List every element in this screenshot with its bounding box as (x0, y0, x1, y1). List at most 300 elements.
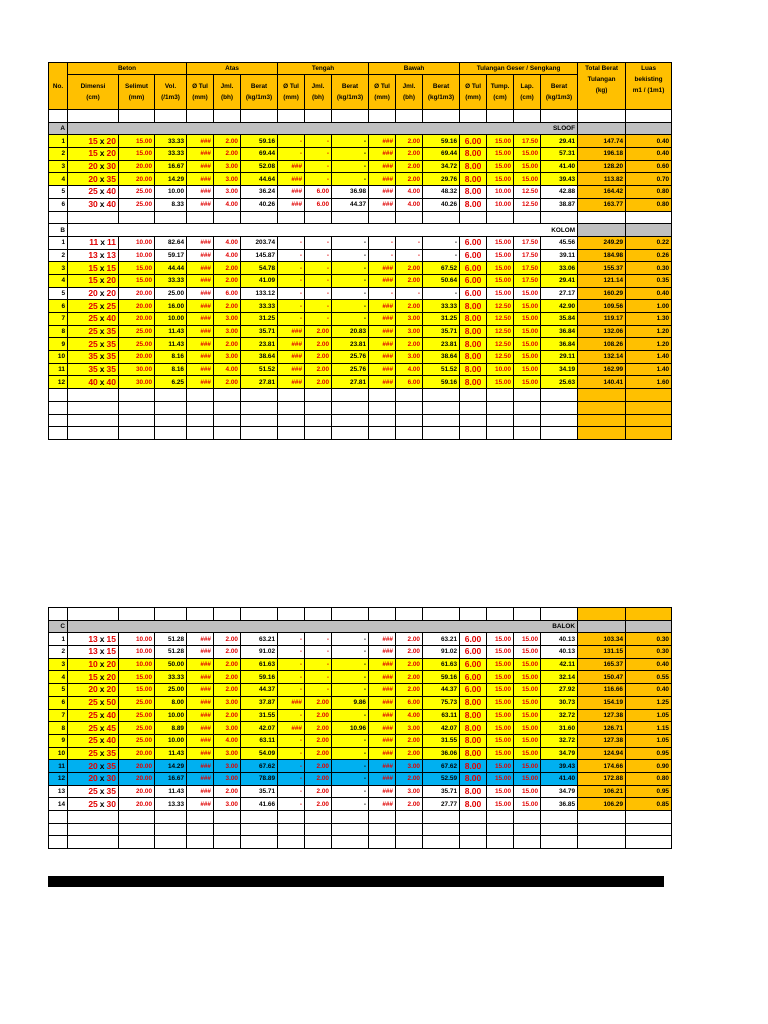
row-g-b: 40.13 (541, 646, 578, 659)
empty-cell (305, 427, 332, 440)
empty-cell (332, 608, 369, 621)
row-g-b: 42.11 (541, 658, 578, 671)
row-g-t: 12.50 (487, 351, 514, 364)
row-te-d: ### (278, 351, 305, 364)
row-bw-j: 2.00 (396, 148, 423, 161)
empty-cell (332, 836, 369, 849)
row-selimut: 20.00 (119, 313, 155, 326)
row-at-d: ### (187, 747, 214, 760)
dim-sep: x (99, 364, 105, 375)
row-g-b: 36.84 (541, 338, 578, 351)
row-dimensi (68, 785, 119, 798)
row-g-b: 29.41 (541, 274, 578, 287)
row-bw-j: 2.00 (396, 300, 423, 313)
table-row (49, 262, 672, 275)
row-g-b: 32.72 (541, 709, 578, 722)
empty-cell (278, 811, 305, 824)
row-dimensi (68, 772, 119, 785)
empty-cell (305, 608, 332, 621)
row-bw-j: 4.00 (396, 363, 423, 376)
row-no: 12 (49, 772, 68, 785)
dim-width: 35 (88, 364, 98, 375)
row-bw-d: ### (369, 658, 396, 671)
row-g-t: 15.00 (487, 173, 514, 186)
row-dimensi (68, 313, 119, 326)
empty-cell (423, 110, 460, 123)
row-te-d: - (278, 249, 305, 262)
row-g-t: 10.00 (487, 186, 514, 199)
row-dimensi (68, 671, 119, 684)
empty-cell (49, 811, 68, 824)
row-te-d: - (278, 747, 305, 760)
row-vol: 14.29 (155, 760, 187, 773)
row-at-b: 67.62 (241, 760, 278, 773)
row-g-d: 6.00 (460, 646, 487, 659)
header-col-berat (423, 75, 460, 110)
row-total-berat: 172.88 (578, 772, 626, 785)
empty-cell (278, 427, 305, 440)
row-te-j: - (305, 173, 332, 186)
dim-sep: x (99, 785, 105, 796)
row-g-d: 6.00 (460, 287, 487, 300)
row-bw-b: 59.16 (423, 671, 460, 684)
header-col-label: Dimensi (80, 83, 106, 90)
row-g-l: 15.00 (514, 148, 541, 161)
header-col-label: Jml. (402, 83, 416, 90)
row-g-t: 15.00 (487, 633, 514, 646)
header-col-label: Ø Tul (374, 83, 390, 90)
empty-cell (396, 823, 423, 836)
table-row (49, 287, 672, 300)
row-luas-bekisting: 0.90 (626, 760, 672, 773)
section-letter: A (49, 122, 68, 135)
table-row (49, 747, 672, 760)
header-luas-unit: m1 / (1m1) (632, 87, 665, 94)
row-no: 3 (49, 160, 68, 173)
row-at-b: 91.02 (241, 646, 278, 659)
empty-cell (68, 836, 119, 849)
row-g-t: 15.00 (487, 772, 514, 785)
empty-cell (369, 401, 396, 414)
header-total (578, 63, 626, 110)
row-at-d: ### (187, 236, 214, 249)
empty-cell (119, 427, 155, 440)
row-at-d: ### (187, 148, 214, 161)
empty-cell (369, 836, 396, 849)
dim-width: 13 (88, 249, 98, 260)
dim-height: 20 (106, 684, 116, 695)
empty-cell (155, 414, 187, 427)
row-te-d: - (278, 262, 305, 275)
dim-width: 15 (88, 135, 98, 146)
row-te-d: - (278, 633, 305, 646)
empty-cell (541, 823, 578, 836)
dim-height: 40 (106, 199, 116, 210)
row-te-j: 6.00 (305, 186, 332, 199)
row-luas-bekisting: 0.40 (626, 658, 672, 671)
row-luas-bekisting: 1.40 (626, 363, 672, 376)
row-bw-d: - (369, 287, 396, 300)
row-at-j: 4.00 (214, 249, 241, 262)
row-g-l: 15.00 (514, 798, 541, 811)
dim-width: 20 (88, 173, 98, 184)
row-total-berat: 127.38 (578, 709, 626, 722)
row-selimut: 20.00 (119, 173, 155, 186)
row-bw-b: 44.37 (423, 684, 460, 697)
row-bw-j: 2.00 (396, 262, 423, 275)
row-luas-bekisting: 0.55 (626, 671, 672, 684)
row-g-l: 15.00 (514, 646, 541, 659)
row-dimensi (68, 722, 119, 735)
row-bw-j: 2.00 (396, 633, 423, 646)
row-luas-bekisting: 1.05 (626, 709, 672, 722)
row-te-b: - (332, 287, 369, 300)
empty-cell (578, 110, 626, 123)
row-te-b: - (332, 684, 369, 697)
row-bw-d: ### (369, 148, 396, 161)
header-col-label: Berat (341, 83, 359, 90)
row-bw-j: 2.00 (396, 135, 423, 148)
row-g-l: 15.00 (514, 325, 541, 338)
row-te-b: - (332, 798, 369, 811)
row-te-d: - (278, 760, 305, 773)
row-selimut: 15.00 (119, 684, 155, 697)
dim-height: 20 (106, 135, 116, 146)
row-te-b: - (332, 173, 369, 186)
empty-row (49, 110, 672, 123)
empty-cell (578, 811, 626, 824)
row-at-d: ### (187, 671, 214, 684)
row-g-l: 12.50 (514, 186, 541, 199)
row-g-b: 42.90 (541, 300, 578, 313)
row-g-d: 8.00 (460, 338, 487, 351)
row-g-l: 15.00 (514, 684, 541, 697)
row-vol: 16.00 (155, 300, 187, 313)
row-te-b: 10.96 (332, 722, 369, 735)
row-g-d: 8.00 (460, 198, 487, 211)
row-te-d: ### (278, 198, 305, 211)
empty-cell (187, 401, 214, 414)
row-dimensi (68, 696, 119, 709)
header-col-berat (541, 75, 578, 110)
row-bw-j: 4.00 (396, 198, 423, 211)
table-row (49, 351, 672, 364)
row-at-d: ### (187, 785, 214, 798)
row-g-l: 15.00 (514, 287, 541, 300)
empty-cell (423, 608, 460, 621)
row-te-d: - (278, 709, 305, 722)
empty-cell (423, 414, 460, 427)
empty-cell (369, 427, 396, 440)
row-selimut: 15.00 (119, 274, 155, 287)
header-row-groups (49, 63, 672, 75)
empty-cell (487, 427, 514, 440)
dim-sep: x (99, 633, 105, 644)
dim-height: 30 (106, 773, 116, 784)
header-col-label: Lap. (520, 83, 534, 90)
row-vol: 10.00 (155, 313, 187, 326)
dim-width: 13 (88, 633, 98, 644)
row-g-l: 15.00 (514, 300, 541, 313)
row-at-b: 44.37 (241, 684, 278, 697)
row-at-d: ### (187, 173, 214, 186)
empty-cell (278, 836, 305, 849)
dim-sep: x (99, 351, 105, 362)
header-luas (626, 63, 672, 110)
table-row (49, 696, 672, 709)
row-bw-b: 63.11 (423, 709, 460, 722)
header-col-unit: (cm) (86, 94, 100, 101)
row-bw-b: 67.52 (423, 262, 460, 275)
row-g-t: 15.00 (487, 135, 514, 148)
empty-cell (241, 211, 278, 224)
row-vol: 10.00 (155, 709, 187, 722)
row-total-berat: 106.29 (578, 798, 626, 811)
header-col-unit: (mm) (128, 94, 145, 101)
row-bw-d: ### (369, 376, 396, 389)
row-bw-j: 2.00 (396, 658, 423, 671)
row-at-b: 59.16 (241, 135, 278, 148)
row-at-b: 38.64 (241, 351, 278, 364)
row-bw-b: - (423, 287, 460, 300)
row-total-berat: 124.94 (578, 747, 626, 760)
row-dimensi (68, 186, 119, 199)
row-g-d: 8.00 (460, 747, 487, 760)
dim-width: 25 (88, 785, 98, 796)
empty-cell (214, 401, 241, 414)
dim-height: 20 (106, 671, 116, 682)
empty-cell (49, 211, 68, 224)
row-te-b: - (332, 236, 369, 249)
dim-sep: x (99, 326, 105, 337)
empty-cell (49, 608, 68, 621)
row-bw-b: 27.77 (423, 798, 460, 811)
row-at-d: ### (187, 709, 214, 722)
empty-cell (460, 414, 487, 427)
dim-width: 25 (88, 747, 98, 758)
row-selimut: 25.00 (119, 186, 155, 199)
row-g-t: 15.00 (487, 798, 514, 811)
row-selimut: 20.00 (119, 351, 155, 364)
dim-sep: x (99, 646, 105, 657)
dim-sep: x (99, 313, 105, 324)
row-te-j: - (305, 274, 332, 287)
empty-cell (332, 427, 369, 440)
table-row (49, 236, 672, 249)
row-no: 5 (49, 186, 68, 199)
dim-sep: x (99, 376, 105, 387)
dim-width: 15 (88, 148, 98, 159)
header-col-dimensi (68, 75, 119, 110)
section-total-cell (578, 122, 626, 135)
row-g-t: 15.00 (487, 696, 514, 709)
row-g-l: 15.00 (514, 313, 541, 326)
row-bw-d: ### (369, 300, 396, 313)
row-bw-b: 42.07 (423, 722, 460, 735)
empty-cell (460, 823, 487, 836)
header-total-unit: (kg) (595, 87, 608, 94)
empty-cell (626, 414, 672, 427)
row-te-b: 23.81 (332, 338, 369, 351)
dim-width: 25 (88, 313, 98, 324)
empty-cell (49, 389, 68, 402)
row-total-berat: 164.42 (578, 186, 626, 199)
row-at-b: 54.78 (241, 262, 278, 275)
empty-cell (541, 836, 578, 849)
row-bw-d: ### (369, 173, 396, 186)
empty-cell (541, 608, 578, 621)
empty-cell (68, 427, 119, 440)
row-luas-bekisting: 1.40 (626, 351, 672, 364)
row-vol: 82.64 (155, 236, 187, 249)
header-col-label: Tump. (490, 83, 510, 90)
empty-cell (49, 836, 68, 849)
empty-cell (423, 427, 460, 440)
row-bw-b: 33.33 (423, 300, 460, 313)
empty-cell (68, 414, 119, 427)
empty-cell (241, 401, 278, 414)
empty-cell (187, 110, 214, 123)
dim-height: 20 (106, 275, 116, 286)
row-bw-d: ### (369, 325, 396, 338)
header-no: No. (49, 63, 68, 110)
row-g-d: 8.00 (460, 760, 487, 773)
row-no: 5 (49, 287, 68, 300)
empty-cell (49, 823, 68, 836)
dim-height: 40 (106, 313, 116, 324)
row-at-b: 42.07 (241, 722, 278, 735)
empty-cell (155, 811, 187, 824)
row-g-t: 15.00 (487, 376, 514, 389)
row-g-l: 15.00 (514, 722, 541, 735)
row-te-b: - (332, 747, 369, 760)
row-te-j: 2.00 (305, 696, 332, 709)
empty-cell (187, 811, 214, 824)
row-g-b: 33.06 (541, 262, 578, 275)
row-total-berat: 127.38 (578, 734, 626, 747)
empty-cell (423, 811, 460, 824)
row-vol: 16.67 (155, 772, 187, 785)
row-te-j: 2.00 (305, 325, 332, 338)
row-g-l: 15.00 (514, 734, 541, 747)
row-bw-j: 4.00 (396, 709, 423, 722)
table-row (49, 249, 672, 262)
row-at-d: ### (187, 249, 214, 262)
row-te-j: - (305, 300, 332, 313)
row-dimensi (68, 198, 119, 211)
empty-cell (626, 811, 672, 824)
row-g-b: 35.84 (541, 313, 578, 326)
row-bw-d: ### (369, 186, 396, 199)
dim-width: 15 (88, 671, 98, 682)
row-g-t: 10.00 (487, 198, 514, 211)
row-at-d: ### (187, 325, 214, 338)
empty-cell (487, 414, 514, 427)
row-te-j: 2.00 (305, 798, 332, 811)
row-bw-b: 31.25 (423, 313, 460, 326)
row-g-d: 8.00 (460, 722, 487, 735)
row-g-b: 38.87 (541, 198, 578, 211)
row-te-d: - (278, 148, 305, 161)
row-no: 4 (49, 173, 68, 186)
header-col-label: Ø Tul (283, 83, 299, 90)
row-at-d: ### (187, 722, 214, 735)
row-dimensi (68, 633, 119, 646)
row-bw-d: ### (369, 646, 396, 659)
header-col-otul (187, 75, 214, 110)
row-selimut: 10.00 (119, 646, 155, 659)
empty-cell (541, 211, 578, 224)
row-te-j: - (305, 313, 332, 326)
row-luas-bekisting: 1.30 (626, 313, 672, 326)
empty-cell (514, 414, 541, 427)
dim-height: 35 (106, 747, 116, 758)
row-luas-bekisting: 0.85 (626, 798, 672, 811)
row-bw-j: - (396, 249, 423, 262)
empty-cell (487, 389, 514, 402)
row-at-j: 2.00 (214, 376, 241, 389)
header-col-unit: (kg/1m3) (245, 94, 273, 101)
section-total-cell (578, 620, 626, 633)
row-at-d: ### (187, 135, 214, 148)
empty-cell (487, 836, 514, 849)
header-col-unit: (mm) (283, 94, 299, 101)
row-luas-bekisting: 0.30 (626, 262, 672, 275)
row-bw-d: ### (369, 798, 396, 811)
header-col-label: Selimut (124, 83, 149, 90)
row-g-t: 15.00 (487, 785, 514, 798)
row-luas-bekisting: 1.25 (626, 696, 672, 709)
empty-row (49, 401, 672, 414)
dim-sep: x (100, 237, 105, 248)
row-vol: 44.44 (155, 262, 187, 275)
empty-cell (541, 811, 578, 824)
rebar-table-balok (48, 607, 672, 849)
row-at-d: ### (187, 313, 214, 326)
row-te-b: - (332, 633, 369, 646)
empty-cell (68, 811, 119, 824)
row-bw-j: 3.00 (396, 760, 423, 773)
row-g-b: 34.19 (541, 363, 578, 376)
row-dimensi (68, 236, 119, 249)
row-at-b: 35.71 (241, 325, 278, 338)
row-g-d: 8.00 (460, 709, 487, 722)
row-selimut: 10.00 (119, 236, 155, 249)
table-row (49, 186, 672, 199)
row-luas-bekisting: 1.60 (626, 376, 672, 389)
dim-height: 25 (106, 300, 116, 311)
row-dimensi (68, 300, 119, 313)
dim-sep: x (99, 338, 105, 349)
row-bw-j: 3.00 (396, 313, 423, 326)
row-at-d: ### (187, 772, 214, 785)
row-vol: 16.67 (155, 160, 187, 173)
header-col-otul (460, 75, 487, 110)
dim-width: 25 (88, 735, 98, 746)
row-luas-bekisting: 1.15 (626, 722, 672, 735)
dim-sep: x (99, 262, 105, 273)
row-at-j: 2.00 (214, 262, 241, 275)
row-g-l: 17.50 (514, 249, 541, 262)
row-te-d: - (278, 785, 305, 798)
header-col-label: Ø Tul (192, 83, 208, 90)
row-no: 2 (49, 249, 68, 262)
row-no: 2 (49, 646, 68, 659)
row-bw-b: 38.64 (423, 351, 460, 364)
row-g-l: 15.00 (514, 173, 541, 186)
dim-sep: x (99, 773, 105, 784)
row-dimensi (68, 363, 119, 376)
